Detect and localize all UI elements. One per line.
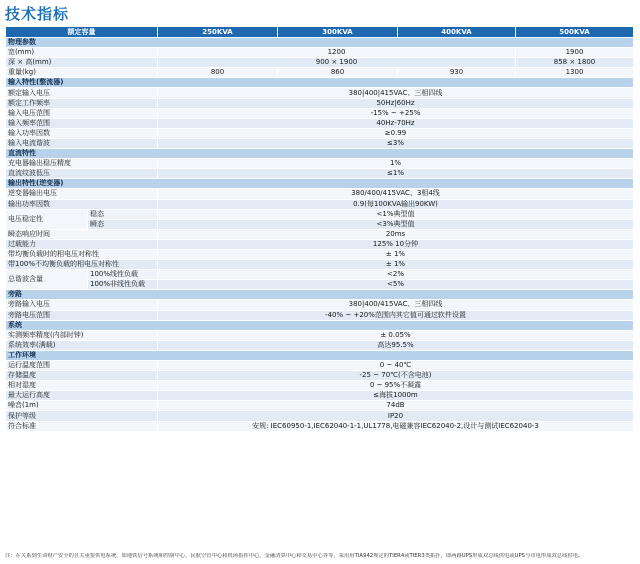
row-label: 系统效率(满载) [6,340,158,350]
row-value: 380|400/415VAC、三相四线 [158,300,634,310]
row-value: 高达95.5% [158,340,634,350]
row-value: 930 [398,68,516,78]
row-value: 0 ~ 95%不凝露 [158,381,634,391]
header-300kva: 300KVA [278,27,398,38]
row-label: 符合标准 [6,421,158,431]
header-500kva: 500KVA [516,27,634,38]
row-sublabel: 瞬态 [88,219,158,229]
section-row [6,179,634,189]
row-value: 800 [158,68,278,78]
row-value: 50Hz|60Hz [158,98,634,108]
section-input: 输入特性(整流器) [6,78,634,88]
row-label: 深 × 高(mm) [6,58,158,68]
table-row [6,391,634,401]
section-row [6,149,634,159]
table-row [6,128,634,138]
row-value: ≤海拔1000m [158,391,634,401]
row-value: 900 × 1900 [158,58,516,68]
section-dc: 直流特性 [6,149,634,159]
table-row [6,340,634,350]
section-row [6,290,634,300]
row-value: 0 ~ 40℃ [158,361,634,371]
row-value: 1200 [158,48,516,58]
row-value: -40% ~ +20%范围内其它值可通过软件设置 [158,310,634,320]
table-row [6,239,634,249]
table-row [6,108,634,118]
row-value: 1900 [516,48,634,58]
header-capacity: 额定容量 [6,27,158,38]
header-250kva: 250KVA [158,27,278,38]
spec-table [5,26,634,432]
table-row [6,280,634,290]
table-row [6,138,634,148]
row-label: 运行温度范围 [6,361,158,371]
row-label: 额定工作频率 [6,98,158,108]
row-value: 1300 [516,68,634,78]
row-label: 存储温度 [6,371,158,381]
row-value: ± 0.05% [158,330,634,340]
row-label: 输入电压范围 [6,108,158,118]
row-value: 40Hz-70Hz [158,118,634,128]
row-value: <2% [158,270,634,280]
row-label: 额定输入电压 [6,88,158,98]
row-value: 380|400|415VAC、三相四线 [158,88,634,98]
header-400kva: 400KVA [398,27,516,38]
row-sublabel: 100%非线性负载 [88,280,158,290]
section-bypass: 旁路 [6,290,634,300]
table-row [6,159,634,169]
section-output: 输出特性(逆变器) [6,179,634,189]
table-row [6,270,634,280]
table-row [6,98,634,108]
row-sublabel: 100%线性负载 [88,270,158,280]
table-row [6,48,634,58]
table-row [6,169,634,179]
section-row [6,78,634,88]
row-label: 实测频率精度(内部时钟) [6,330,158,340]
row-value: 860 [278,68,398,78]
table-row [6,310,634,320]
row-value: 125% 10分钟 [158,239,634,249]
section-row [6,38,634,48]
row-value: 安规: IEC60950-1,IEC62040-1-1,UL1778,电磁兼容IEC62040-2,设计与测试IEC62040-3 [158,421,634,431]
table-row [6,260,634,270]
row-value: 20ms [158,229,634,239]
table-row [6,411,634,421]
row-label: 输出功率因数 [6,199,158,209]
table-row [6,421,634,431]
table-row [6,189,634,199]
row-value: ≤1% [158,169,634,179]
row-value: <5% [158,280,634,290]
row-value: IP20 [158,411,634,421]
row-label: 直流纹波低压 [6,169,158,179]
row-value: 858 × 1800 [516,58,634,68]
row-value: 380/400/415VAC、3相4线 [158,189,634,199]
table-row [6,209,634,219]
table-row [6,300,634,310]
table-row [6,249,634,259]
table-row [6,68,634,78]
table-row [6,330,634,340]
table-row [6,401,634,411]
table-row [6,229,634,239]
section-env: 工作环境 [6,350,634,360]
table-row [6,118,634,128]
row-value: -15% ~ +25% [158,108,634,118]
row-label: 宽(mm) [6,48,158,58]
row-label: 旁路输入电压 [6,300,158,310]
row-sublabel: 稳态 [88,209,158,219]
row-label: 总谐波含量 [6,270,88,290]
row-label: 带100%不均衡负载的相电压对称性 [6,260,158,270]
row-label: 重量(kg) [6,68,158,78]
table-row [6,58,634,68]
section-physical: 物理参数 [6,38,634,48]
row-value: 0.9(每100KVA输出90KW) [158,199,634,209]
section-system: 系统 [6,320,634,330]
row-value: ≥0.99 [158,128,634,138]
row-value: 74dB [158,401,634,411]
row-label: 旁路电压范围 [6,310,158,320]
row-label: 输入频率范围 [6,118,158,128]
row-label: 电压稳定性 [6,209,88,229]
row-value: -25 ~ 70℃(不含电池) [158,371,634,381]
row-label: 过载能力 [6,239,158,249]
table-row [6,381,634,391]
table-row [6,361,634,371]
row-label: 带均衡负载时的相电压对称性 [6,249,158,259]
row-value: <1%典型值 [158,209,634,219]
table-row [6,371,634,381]
row-label: 噪音(1m) [6,401,158,411]
footnote: 注：在关系到生命财产安全的且关重要供电系统，如地铁信号系统和控制中心，民航空管中心和机场指挥中心，金融清算中心和交易中心等等，采用用TIA942规定的TIER4或TIER3类拓扑，即两路UPS形成双总线供电或UPS与市电形成双总线供电。 [5,553,584,559]
row-value: ± 1% [158,249,634,259]
table-row [6,88,634,98]
row-label: 充电器输出稳压精度 [6,159,158,169]
row-label: 相对湿度 [6,381,158,391]
row-label: 逆变器输出电压 [6,189,158,199]
table-row [6,219,634,229]
section-row [6,350,634,360]
row-label: 最大运行高度 [6,391,158,401]
row-label: 保护等级 [6,411,158,421]
row-value: <3%典型值 [158,219,634,229]
row-value: 1% [158,159,634,169]
row-value: ± 1% [158,260,634,270]
table-row [6,199,634,209]
row-value: ≤3% [158,138,634,148]
header-row [6,27,634,38]
section-row [6,320,634,330]
row-label: 输入功率因数 [6,128,158,138]
row-label: 瞬态响应时间 [6,229,158,239]
page-title: 技术指标 [5,5,70,23]
row-label: 输入电流谐波 [6,138,158,148]
